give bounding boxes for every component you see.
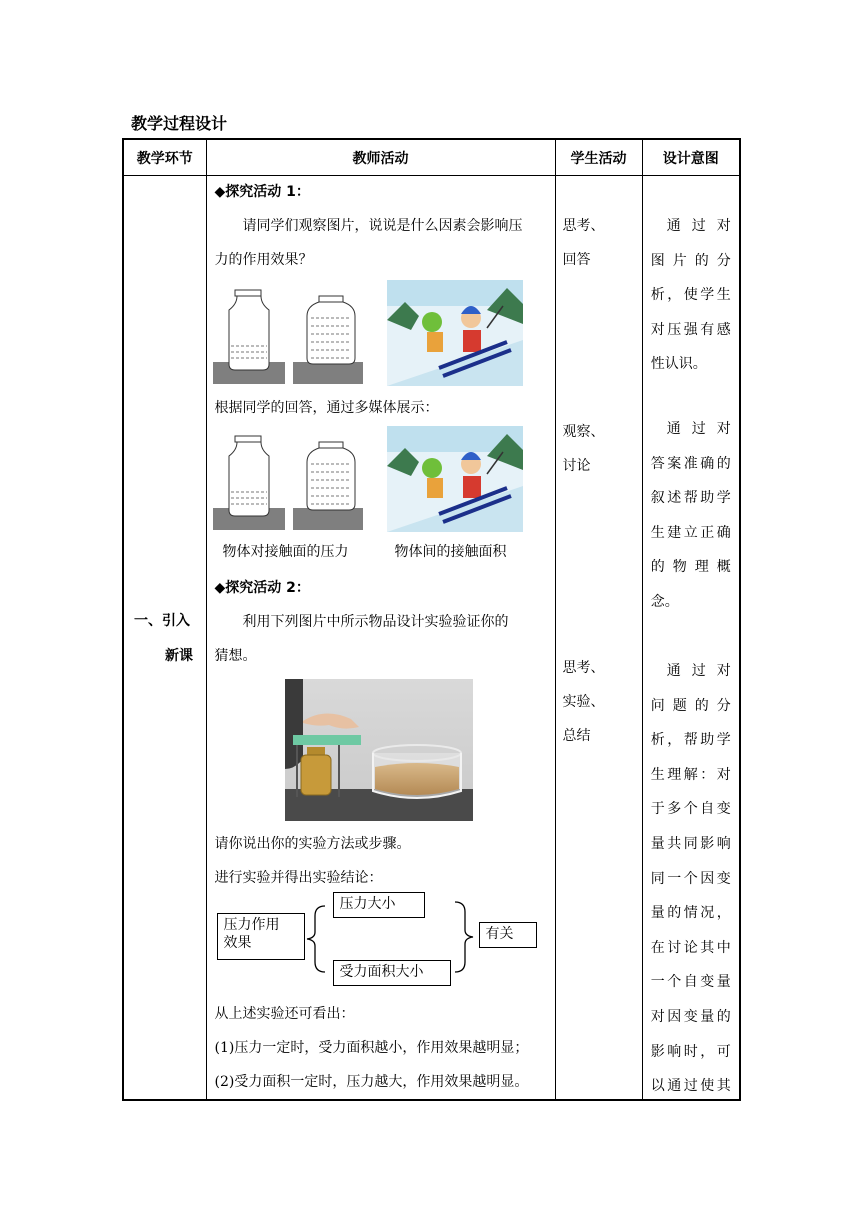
stage-cell — [123, 176, 206, 1101]
intent-2-line2: 答案准确的 — [650, 455, 731, 472]
diagram-left-line1: 压力作用 — [223, 917, 280, 933]
intent-cell — [642, 176, 740, 1101]
intent-2-line1: 通过对 — [666, 421, 731, 437]
intent-2-line3: 叙述帮助学 — [650, 490, 731, 507]
header-student: 学生活动 — [555, 139, 642, 176]
intent-1-line2: 图片的分 — [650, 252, 731, 269]
intent-3-line6: 量共同影响 — [650, 835, 731, 852]
intent-3-line11: 对因变量的 — [650, 1008, 731, 1025]
student-1-line1: 思考、 — [562, 218, 605, 234]
intent-1-line3: 析，使学生 — [650, 287, 731, 304]
activity1-text-line2: 力的作用效果？ — [214, 252, 313, 268]
header-intent: 设计意图 — [642, 139, 740, 176]
caption-contact-area: 物体间的接触面积 — [394, 544, 507, 560]
experiment-photo — [285, 679, 473, 821]
intent-3-line13: 以通过使其 — [650, 1078, 731, 1095]
intent-block-3 — [643, 654, 740, 1104]
conclusion-2: (2)受力面积一定时，压力越大，作用效果越明显。 — [214, 1074, 529, 1090]
conclusion-1: (1)压力一定时，受力面积越小，作用效果越明显； — [214, 1040, 529, 1056]
intent-3-line4: 生理解：对 — [650, 766, 731, 783]
header-teacher: 教师活动 — [206, 139, 555, 176]
intent-3-line7: 同一个因变 — [650, 870, 731, 887]
do-experiment: 进行实验并得出实验结论： — [214, 870, 383, 886]
bottles-on-sponge-image-2 — [213, 432, 363, 530]
intent-3-line3: 析，帮助学 — [650, 732, 731, 749]
skier-image-1 — [387, 280, 523, 386]
ask-method: 请你说出你的实验方法或步骤。 — [214, 836, 411, 852]
media-intro: 根据同学的回答，通过多媒体展示： — [214, 400, 439, 416]
student-3-line1: 思考、 — [562, 660, 605, 676]
activity1-text-line1: 请同学们观察图片，说说是什么因素会影响压 — [242, 218, 523, 234]
activity1-title: ◆探究活动 1： — [214, 184, 310, 200]
intent-block-1 — [643, 209, 740, 382]
student-3-line2: 实验、 — [562, 694, 605, 710]
conclusion-intro: 从上述实验还可看出： — [214, 1006, 355, 1022]
intent-3-line5: 于多个自变 — [650, 801, 731, 818]
intent-1-line1: 通过对 — [666, 218, 731, 234]
intent-2-line6: 念。 — [650, 593, 679, 610]
intent-2-line5: 的物理概 — [650, 559, 731, 576]
diagram-bottom-box: 受力面积大小 — [333, 960, 451, 986]
bottles-on-sponge-image-1 — [213, 286, 363, 384]
intent-3-line12: 影响时，可 — [650, 1043, 731, 1060]
activity2-text-line2: 猜想。 — [214, 648, 257, 664]
intent-3-line8: 量的情况， — [650, 905, 731, 922]
intent-block-2 — [643, 412, 740, 620]
intent-1-line5: 性认识。 — [650, 356, 707, 373]
activity2-text-line1: 利用下列图片中所示物品设计实验验证你的 — [242, 614, 509, 630]
left-brace-icon — [303, 904, 331, 974]
student-2-line2: 讨论 — [562, 458, 591, 474]
diagram-left-line2: 效果 — [223, 935, 252, 951]
teacher-cell — [206, 176, 555, 1101]
stage-line-1: 一、引入 — [134, 613, 190, 629]
student-2-line1: 观察、 — [562, 424, 605, 440]
student-3-line3: 总结 — [562, 728, 591, 744]
intent-3-line1: 通过对 — [666, 663, 731, 679]
header-stage: 教学环节 — [123, 139, 206, 176]
table-body-row — [123, 176, 740, 1101]
lesson-table — [122, 138, 741, 1101]
table-header-row — [123, 139, 740, 176]
intent-3-line2: 问题的分 — [650, 697, 731, 714]
activity2-title: ◆探究活动 2： — [214, 580, 310, 596]
right-brace-icon — [451, 900, 479, 976]
student-1-line2: 回答 — [562, 252, 591, 268]
intent-3-line9: 在讨论其中 — [650, 939, 731, 956]
diagram-top-box: 压力大小 — [333, 892, 425, 918]
intent-3-line10: 一个自变量 — [650, 974, 731, 991]
skier-image-2 — [387, 426, 523, 532]
diagram-left-box — [217, 913, 305, 960]
diagram-right-box: 有关 — [479, 922, 537, 948]
student-cell — [555, 176, 642, 1101]
stage-line-2: 新课 — [165, 648, 193, 664]
intent-2-line4: 生建立正确 — [650, 524, 731, 541]
page-title: 教学过程设计 — [131, 114, 228, 133]
caption-pressure: 物体对接触面的压力 — [222, 544, 349, 560]
intent-1-line4: 对压强有感 — [650, 321, 731, 338]
